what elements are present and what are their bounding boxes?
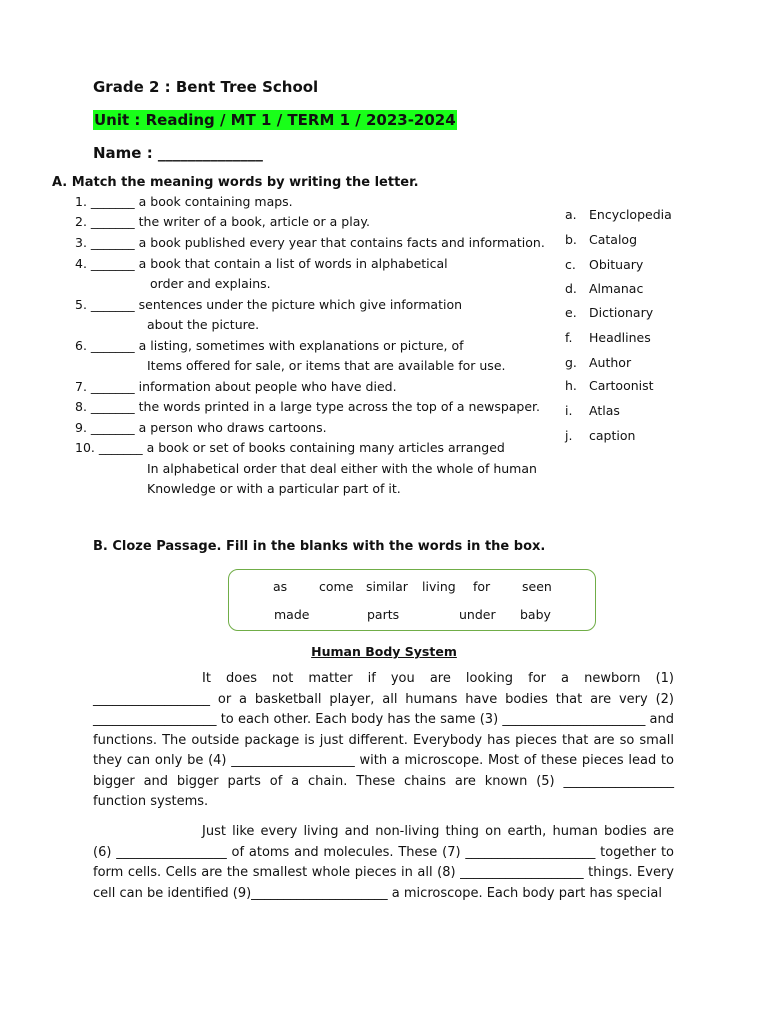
option-letter-h: h. [565,378,577,393]
option-letter-c: c. [565,257,576,272]
option-word-j: caption [589,428,636,443]
word-bank-item: under [459,607,496,622]
school-title: Grade 2 : Bent Tree School [93,78,319,96]
section-a-title: A. Match the meaning words by writing the letter. [52,175,419,190]
option-word-i: Atlas [589,403,620,418]
option-word-a: Encyclopedia [589,207,672,222]
option-letter-f: f. [565,330,573,345]
passage-paragraph-2: Just like every living and non-living thing on earth, human bodies are (6) _________________ of atoms and molecules. These (7) ____________________ together to form cells. Cells are the smallest whole pieces in all (8) ___________________ things. Every cell can be identified (9)_____________________ a microscope. Each body part has special [93,824,674,901]
question-3: 3. _______ a book published every year that contains facts and information. [75,235,545,250]
passage-title: Human Body System [311,644,457,659]
unit-banner: Unit : Reading / MT 1 / TERM 1 / 2023-2024 [94,111,456,129]
word-bank-item: as [273,579,288,594]
word-bank-item: living [422,579,456,594]
section-b-title: B. Cloze Passage. Fill in the blanks with the words in the box. [93,539,546,554]
question-6-cont: Items offered for sale, or items that are available for use. [147,358,506,373]
option-word-h: Cartoonist [589,378,654,393]
option-letter-b: b. [565,232,577,247]
question-1: 1. _______ a book containing maps. [75,194,293,209]
word-bank-item: parts [367,607,400,622]
word-bank-item: come [319,579,354,594]
question-4: 4. _______ a book that contain a list of words in alphabetical [75,256,448,271]
option-letter-i: i. [565,403,573,418]
name-field: Name : ______________ [93,144,263,162]
option-letter-a: a. [565,207,577,222]
question-6: 6. _______ a listing, sometimes with explanations or picture, of [75,338,464,353]
option-letter-g: g. [565,355,577,370]
option-letter-j: j. [565,428,573,443]
option-letter-e: e. [565,305,577,320]
word-bank-item: similar [366,579,408,594]
option-word-g: Author [589,355,632,370]
option-word-b: Catalog [589,232,638,247]
word-bank-item: made [274,607,310,622]
question-10-cont-2: Knowledge or with a particular part of it. [147,481,401,496]
question-4-cont: order and explains. [150,276,271,291]
question-5: 5. _______ sentences under the picture which give information [75,297,463,312]
question-5-cont: about the picture. [147,317,260,332]
passage-paragraph-1: It does not matter if you are looking for a newborn (1) __________________ or a basketball player, all humans have bodies that are very (2) ___________________ to each other. Each body has the same (3) ______________________ and functions. The outside package is just different. Everybody has pieces that are so small they can only be (4) ___________________ with a microscope. Most of these pieces lead to bigger and bigger parts of a chain. These chains are known (5) _________________ function systems. [93,671,674,809]
option-word-c: Obituary [589,257,644,272]
word-bank-item: seen [522,579,552,594]
word-bank-item: baby [520,607,551,622]
question-7: 7. _______ information about people who have died. [75,379,397,394]
option-word-f: Headlines [589,330,651,345]
question-10: 10. _______ a book or set of books containing many articles arranged [75,440,505,455]
question-8: 8. _______ the words printed in a large type across the top of a newspaper. [75,399,541,414]
word-bank-item: for [473,579,491,594]
question-9: 9. _______ a person who draws cartoons. [75,420,327,435]
question-2: 2. _______ the writer of a book, article or a play. [75,214,370,229]
option-word-e: Dictionary [589,305,654,320]
question-10-cont: In alphabetical order that deal either with the whole of human [147,461,537,476]
option-word-d: Almanac [589,281,644,296]
option-letter-d: d. [565,281,577,296]
